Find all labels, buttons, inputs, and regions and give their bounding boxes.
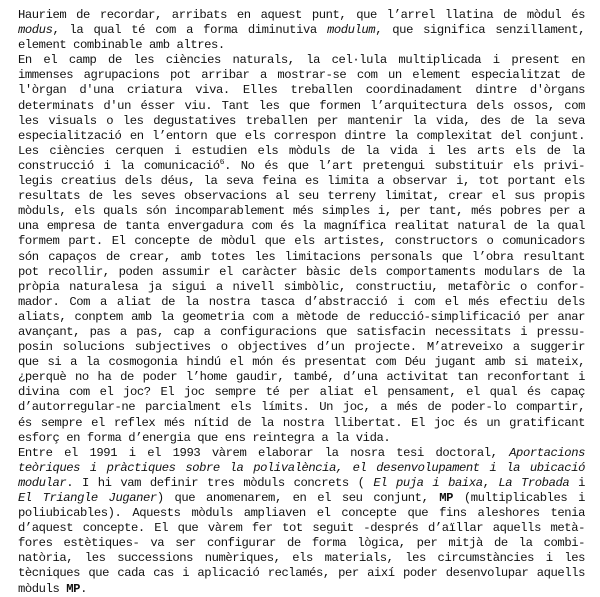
text-line [18,23,585,38]
text-line [18,476,585,491]
text-line [18,431,585,446]
bold-text: MP [439,491,454,505]
text-line [18,416,585,431]
text-line [18,234,585,249]
text-line [18,144,585,159]
text-run: (multiplicables i [453,491,585,505]
text-line [18,295,585,310]
text-run: una empresa de tanta envergadura com és la magnífica realitat natural de la qual [18,219,585,234]
text-line [18,114,585,129]
italic-text: modus [18,23,53,38]
italic-text: Aportacions [509,445,585,460]
text-run: , la qual té com a forma diminutiva [52,23,327,38]
text-run: pròpia naturalesa ja sigui a nivell simbòlic, constructiu, metafòric o confor- [18,279,585,294]
text-line [18,521,585,536]
text-run: construcció i la comunicació [18,158,220,173]
text-run: En el camp de les ciències naturals, la cel·lula multiplicada i present en [18,53,585,68]
text-run: . [80,581,87,596]
text-line [18,491,585,506]
italic-text: El puja i baixa [373,475,483,490]
text-run: , [482,475,499,490]
text-run: i [569,475,585,490]
footnote-ref: 6 [219,158,225,167]
text-run: Entre el 1991 i el 1993 vàrem elaborar la nosra tesi doctoral, [18,445,510,460]
text-line [18,265,585,280]
text-line [18,129,585,144]
text-run: Hauriem de recordar, arribats en aquest punt, que l’arrel llatina de mòdul és [18,8,585,22]
text-run: que si a la cosmogonia hindú el món és presentat com Déu jugant amb si mateix, [18,355,585,370]
text-line [18,219,585,234]
text-line [18,325,585,340]
text-line [18,370,585,385]
text-line [18,189,585,204]
text-run: natòria, les successions numèriques, els materials, les circumstàncies i les [18,551,585,566]
text-run: mòduls, els quals són incomparablement més simples i, per tant, més pobres per a [18,204,585,219]
text-line [18,446,585,461]
text-run: és sempre el reflex més nítid de la nostra llibertat. El joc és un gratificant [18,415,585,430]
text-line [18,566,585,581]
bold-text: MP [66,581,81,596]
italic-text: modular [18,475,67,490]
text-run: d’autorregular-ne parcialment els límits. Un joc, a més de poder-lo compartir, [18,400,585,415]
italic-text: La Trobada [498,475,570,490]
text-line [18,400,585,415]
text-run: avançant, pas a pas, cap a configuracions que satisfacin necessitats i pressu- [18,324,585,339]
text-run: fores estètiques- va ser configurar de forma lògica, per mitjà de la combi- [18,536,585,551]
text-run: l'òrgan d'una criatura viva. Elles treballen coordinadament dintre d'òrgans [18,83,585,98]
paragraph [18,53,585,445]
text-line [18,99,585,114]
italic-text: teòriques i pràctiques sobre la polivalència, el desenvolupament i la ubicació [18,460,585,475]
text-line [18,174,585,189]
text-line [18,551,585,566]
text-run: formem part. El concepte de mòdul que els artistes, constructors o comunicadors [18,234,585,249]
text-run: d’aquest concepte. El que vàrem fer tot seguit -després d’aïllar aquells metà- [18,521,585,536]
text-run: són capaços de crear, amb totes les limitacions personals que l’obra resultant [18,249,585,264]
text-line [18,340,585,355]
text-run: determinats d'un ésser viu. Tant les que formen l’arquitectura dels ossos, com [18,98,585,113]
text-line [18,83,585,98]
text-run: ) que anomenarem, en el seu conjunt, [156,491,440,505]
text-line [18,204,585,219]
text-run: immenses agrupacions pot arribar a mostrar-se com un element especialitzat de [18,68,585,83]
text-run: resultats de les seves observacions al seu terreny limitat, crear el sus propis [18,189,585,204]
text-line [18,159,585,174]
text-run: legis creatius dels déus, la seva feina es limita a observar i, tot portant els [18,174,585,189]
text-line [18,53,585,68]
text-run: especialització en l’entorn que els correspon dintre la complexitat del conjunt. [18,128,585,143]
paragraph [18,8,585,53]
text-line [18,280,585,295]
text-run: . I hi vam definir tres mòduls concrets ( [66,475,374,490]
text-line [18,461,585,476]
text-line [18,68,585,83]
text-line [18,250,585,265]
text-run: tècniques que cada cas i aplicació reclamés, per així poder desenvolupar aquells [18,566,585,581]
text-run: element combinable amb altres. [18,38,225,53]
text-run: pot recollir, poden assumir el caràcter bàsic dels comportaments modulars de la [18,264,585,279]
text-line [18,310,585,325]
text-run: poliubicables). Aquests mòduls ampliaven el concepte que fins aleshores tenia [18,506,585,521]
text-run: aliats, conptem amb la geometria com a mètode de reducció-simplificació per anar [18,309,585,324]
text-line [18,582,585,597]
body-text [18,8,585,597]
text-line [18,355,585,370]
text-run: les visuals o les degustatives treballen per mantenir la vida, des de la seva [18,113,585,128]
text-run: mador. Com a aliat de la nostra tasca d’abstracció i com el més efectiu dels [18,294,585,309]
text-run: posin solucions subjectives o objectives d’un projecte. M’atreveixo a suggerir [18,340,585,355]
text-line [18,385,585,400]
text-line [18,8,585,23]
italic-text: modulum [326,23,376,38]
text-run: divina com el joc? El joc sempre té per aliat el pensament, el qual és capaç [18,385,585,400]
text-run: ¿perquè no ha de poder l’home gaudir, també, d’una activitat tan reconfortant i [18,370,585,385]
text-line [18,506,585,521]
paragraph [18,446,585,597]
text-run: Les ciències cerquen i estudien els mòduls de la vida i les arts els de la [18,143,585,158]
text-line [18,536,585,551]
italic-text: El Triangle Juganer [18,491,157,505]
text-run: , que significa senzillament, [375,23,585,38]
text-run: . No és que l’art pretengui substituir els privi- [224,158,585,173]
text-run: esforç en forma d’energia que ens reintegra a la vida. [18,430,391,445]
text-run: mòduls [18,581,67,596]
text-line [18,38,585,53]
